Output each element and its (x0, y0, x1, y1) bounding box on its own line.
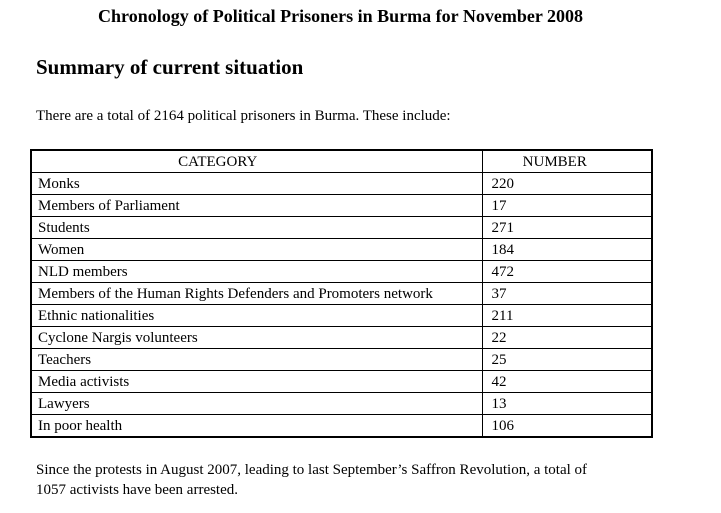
table-row (31, 393, 652, 415)
closing-paragraph (36, 460, 656, 500)
table-row (31, 239, 652, 261)
number-cell: 211 (482, 305, 652, 327)
number-cell: 17 (482, 195, 652, 217)
section-heading: Summary of current situation (36, 55, 304, 79)
category-cell: In poor health (31, 415, 482, 438)
table-row (31, 283, 652, 305)
category-cell: Members of Parliament (31, 195, 482, 217)
document-title: Chronology of Political Prisoners in Burma for November 2008 (98, 6, 583, 26)
number-cell: 472 (482, 261, 652, 283)
number-cell: 271 (482, 217, 652, 239)
table-row (31, 415, 652, 438)
table-row (31, 173, 652, 195)
number-cell: 184 (482, 239, 652, 261)
category-cell: Teachers (31, 349, 482, 371)
table-row (31, 349, 652, 371)
category-cell: NLD members (31, 261, 482, 283)
category-cell: Media activists (31, 371, 482, 393)
closing-line-1: Since the protests in August 2007, leading to last September’s Saffron Revolution, a total of (36, 462, 588, 478)
intro-paragraph: There are a total of 2164 political prisoners in Burma. These include: (36, 108, 451, 124)
table-row (31, 305, 652, 327)
table-row (31, 261, 652, 283)
number-cell: 106 (482, 415, 652, 438)
number-cell: 37 (482, 283, 652, 305)
number-cell: 22 (482, 327, 652, 349)
category-cell: Monks (31, 173, 482, 195)
table-row (31, 217, 652, 239)
closing-line-2: 1057 activists have been arrested. (36, 482, 239, 498)
category-cell: Women (31, 239, 482, 261)
category-cell: Ethnic nationalities (31, 305, 482, 327)
prisoners-table (30, 149, 653, 438)
table-row (31, 371, 652, 393)
table-row (31, 195, 652, 217)
number-cell: 25 (482, 349, 652, 371)
table-header-row (31, 150, 652, 173)
category-cell: Members of the Human Rights Defenders and Promoters network (31, 283, 482, 305)
number-cell: 42 (482, 371, 652, 393)
category-cell: Lawyers (31, 393, 482, 415)
number-column-header: NUMBER (482, 150, 652, 173)
number-cell: 220 (482, 173, 652, 195)
number-cell: 13 (482, 393, 652, 415)
category-column-header: CATEGORY (31, 150, 482, 173)
table-row (31, 327, 652, 349)
category-cell: Students (31, 217, 482, 239)
category-cell: Cyclone Nargis volunteers (31, 327, 482, 349)
